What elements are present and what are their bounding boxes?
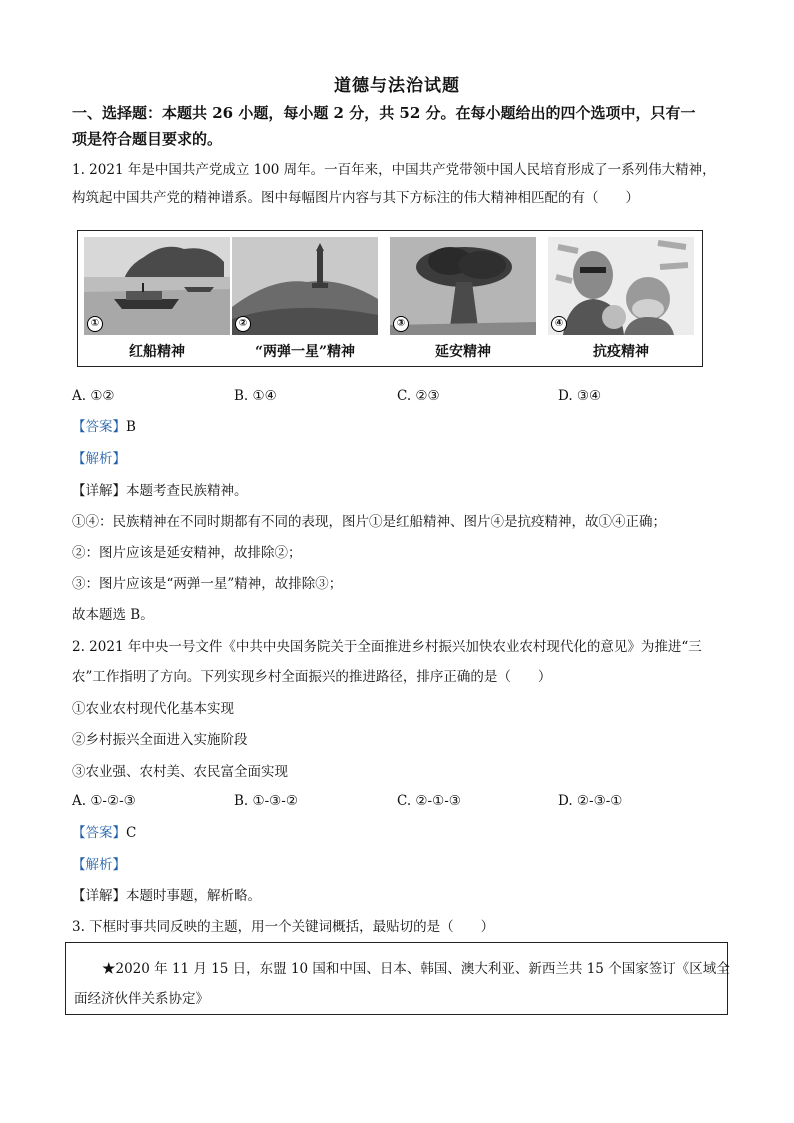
q3-box-line2: 面经济伙伴关系协定》 — [74, 991, 209, 1007]
answer-value: C — [126, 825, 137, 841]
q1-analysis-tag — [72, 449, 126, 469]
q2-item-1: ①农业农村现代化基本实现 — [72, 701, 234, 717]
q1-explain-line3: ③：图片应该是“两弹一星”精神，故排除③； — [72, 576, 343, 592]
q1-option-d: D. ③④ — [558, 388, 602, 404]
answer-tag: 【答案】 — [72, 825, 126, 841]
red-boat-image — [84, 237, 230, 335]
analysis-tag: 【解析】 — [72, 857, 126, 873]
page-title: 道德与法治试题 — [334, 76, 460, 96]
q1-detail — [72, 481, 248, 501]
q1-figure — [77, 230, 703, 367]
q2-option-c: C. ②-①-③ — [397, 793, 461, 809]
answer-tag: 【答案】 — [72, 419, 126, 435]
q1-option-b: B. ①④ — [234, 388, 277, 404]
q1-option-a: A. ①② — [72, 388, 115, 404]
q3-stem: 3. 下框时事共同反映的主题，用一个关键词概括，最贴切的是（ ） — [72, 919, 495, 935]
q3-box-line1: ★2020 年 11 月 15 日，东盟 10 国和中国、日本、韩国、澳大利亚、新西兰共 15 个国家签订《区域全 — [102, 961, 730, 977]
q3-news-box — [65, 942, 728, 1015]
q1-explain-line4: 故本题选 B。 — [72, 607, 154, 623]
q2-item-2: ②乡村振兴全面进入实施阶段 — [72, 732, 248, 748]
section-heading-line2: 项是符合题目要求的。 — [72, 130, 223, 148]
q2-option-d: D. ②-③-① — [558, 793, 623, 809]
q1-option-c: C. ②③ — [397, 388, 440, 404]
caption-4: 抗疫精神 — [593, 344, 649, 360]
q2-option-b: B. ①-③-② — [234, 793, 298, 809]
picture-number: ③ — [393, 316, 409, 332]
mushroom-cloud-image — [390, 237, 536, 335]
q2-stem-line1: 2. 2021 年中央一号文件《中共中央国务院关于全面推进乡村振兴加快农业农村现代化的意见》为推进“三 — [72, 639, 702, 655]
q2-option-a: A. ①-②-③ — [72, 793, 136, 809]
caption-1: 红船精神 — [129, 344, 185, 360]
q2-item-3: ③农业强、农村美、农民富全面实现 — [72, 764, 288, 780]
detail-text: 本题时事题，解析略。 — [126, 888, 261, 904]
caption-3: 延安精神 — [435, 344, 491, 360]
detail-text: 本题考查民族精神。 — [126, 483, 248, 499]
q1-explain-line1: ①④：民族精神在不同时期都有不同的表现，图片①是红船精神、图片④是抗疫精神，故①④正确； — [72, 514, 666, 530]
medical-workers-image — [548, 237, 694, 335]
answer-value: B — [126, 419, 136, 435]
q2-answer — [72, 823, 136, 843]
q2-detail — [72, 886, 261, 906]
q2-stem-line2: 农”工作指明了方向。下列实现乡村全面振兴的推进路径，排序正确的是（ ） — [72, 669, 552, 685]
detail-tag: 【详解】 — [72, 888, 126, 904]
q1-answer — [72, 417, 136, 437]
q1-stem-line1: 1. 2021 年是中国共产党成立 100 周年。一百年来，中国共产党带领中国人民培育形成了一系列伟大精神， — [72, 162, 716, 178]
section-heading-line1: 一、选择题：本题共 26 小题，每小题 2 分，共 52 分。在每小题给出的四个选项中，只有一 — [72, 104, 696, 122]
picture-number: ① — [87, 316, 103, 332]
q1-explain-line2: ②：图片应该是延安精神，故排除②； — [72, 545, 302, 561]
monument-hill-image — [232, 237, 378, 335]
caption-2: “两弹一星”精神 — [254, 344, 356, 360]
q2-analysis-tag — [72, 855, 126, 875]
picture-number: ④ — [551, 316, 567, 332]
q1-stem-line2: 构筑起中国共产党的精神谱系。图中每幅图片内容与其下方标注的伟大精神相匹配的有（ ） — [72, 190, 639, 206]
picture-number: ② — [235, 316, 251, 332]
analysis-tag: 【解析】 — [72, 451, 126, 467]
detail-tag: 【详解】 — [72, 483, 126, 499]
